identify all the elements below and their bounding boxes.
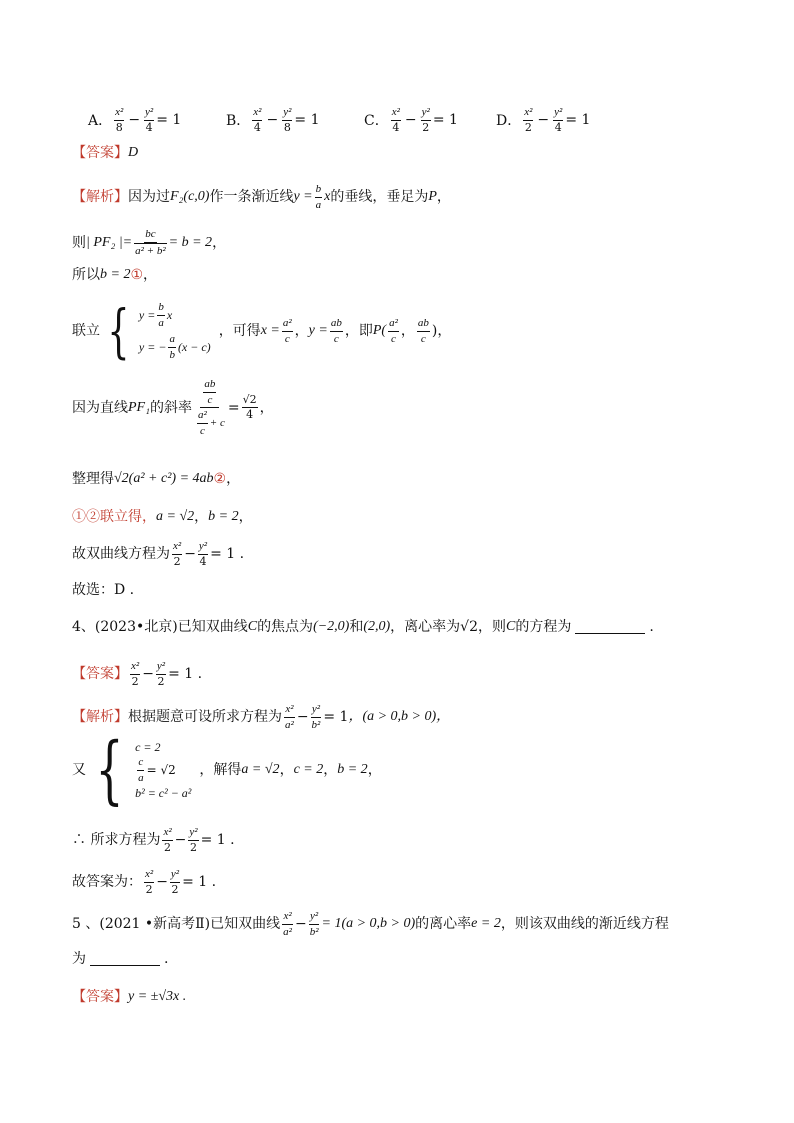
fraction: $\frac{\text{y²}}{4}$ (554, 106, 563, 134)
q3-answer (72, 146, 138, 160)
equation-system: c = 2 $\frac{c}{a}$ = √2 b² = c² − a² (135, 739, 192, 801)
fraction: $\frac{\text{y²}}{2}$ (170, 868, 180, 896)
answer-blank (575, 621, 645, 634)
fraction: $\frac{\text{a²}}{c}$ (282, 317, 292, 345)
fraction: $\frac{\text{y²}}{4}$ (198, 540, 208, 568)
fraction: $\frac{\text{x²}}{2}$ (173, 540, 182, 568)
fraction: $\frac{\text{x²}}{2}$ (524, 106, 533, 134)
option-label: B． (226, 113, 251, 130)
fraction: $\frac{\text{x²}}{2}$ (163, 826, 172, 854)
option-label: D． (496, 113, 522, 130)
compound-fraction: $\frac{ab}{c}$ $\frac{\text{a²}}{c}$ + c (197, 378, 225, 437)
q3-analysis-line-2: 则 | PF₂ |= $\frac{bc}{\text{a² + b²}}$ = b = 2 ， (72, 228, 227, 257)
fraction: $\frac{\text{y²}}{\text{b²}}$ (311, 703, 321, 731)
fraction: $\frac{\text{x²}}{2}$ (131, 660, 140, 688)
fraction: $\frac{\text{x²}}{4}$ (391, 106, 400, 134)
q4-answer: 【答案】 $\frac{\text{x²}}{2}$ − $\frac{\text{y²}}{2}$ = 1 . (72, 660, 203, 688)
q3-analysis-line-6: 整理得 √2(a² + c²) = 4ab ② ， (72, 471, 241, 487)
fraction: $\frac{bc}{\text{a² + b²}}$ (135, 228, 166, 257)
fraction: $\frac{ab}{c}$ (417, 317, 429, 345)
q3-analysis-line-8: 故双曲线方程为 $\frac{\text{x²}}{2}$ − $\frac{\text{y²}}{4}$ = 1 . (72, 540, 245, 568)
option-b: B． $\frac{\text{x²}}{4}$ − $\frac{\text{y²}}{8}$ = 1 (226, 106, 320, 134)
equation-system: y = $\frac{b}{a}$ x y = − $\frac{a}{b}$ (x − c) (138, 301, 211, 361)
q3-choice-line: 故选：D . (72, 582, 135, 598)
fraction: $\frac{\text{y²}}{\text{b²}}$ (309, 910, 319, 938)
fraction: $\frac{\text{y²}}{4}$ (145, 106, 154, 134)
fraction: $\frac{\text{y²}}{2}$ (156, 660, 166, 688)
q3-analysis-line-1: 【解析】 因为过 F₂(c,0) 作一条渐近线 y = $\frac{b}{a}$ x 的垂线，垂足为 P ， (72, 183, 451, 211)
analysis-tag: 【解析】 (72, 189, 128, 206)
fraction: $\frac{\text{x²}}{4}$ (253, 106, 262, 134)
option-c: C． $\frac{\text{x²}}{4}$ − $\frac{\text{y²}}{2}$ = 1 (364, 106, 458, 134)
fraction: $\frac{\text{y²}}{2}$ (421, 106, 430, 134)
q4-analysis-line-1: 【解析】 根据题意可设所求方程为 $\frac{\text{x²}}{\text{a²}}$ − $\frac{\text{y²}}{\text{b²}}$ = 1 ，(a > 0,b > 0)， (72, 703, 451, 731)
option-label: A． (88, 113, 113, 130)
answer-value: D (128, 145, 139, 160)
fraction: $\frac{√2}{4}$ (242, 392, 257, 422)
q4-analysis-line-2: 又 { c = 2 $\frac{c}{a}$ = √2 b² = c² − a² ，解得 a = √2 ， c = 2 ， b = 2 ， (72, 727, 382, 813)
option-d: D． $\frac{\text{x²}}{2}$ − $\frac{\text{y²}}{4}$ = 1 (496, 106, 591, 134)
q3-analysis-line-7: ①②联立得， a = √2 ， b = 2 ， (72, 509, 253, 525)
fraction: $\frac{\text{y²}}{8}$ (283, 106, 292, 134)
answer-tag: 【答案】 (72, 989, 128, 1005)
q5-answer (72, 990, 186, 1004)
q3-analysis-line-4: 联立 { y = $\frac{b}{a}$ x y = − $\frac{a}{b}$ (x − c) ，可得 x = $\frac{\text{a²}}{c}$ ， y = $\frac{ab}{c}$ ，即 P( $\frac{\text{a²}}{c}$ ， $\frac{ab}{c}$ )， (72, 297, 452, 366)
answer-tag: 【答案】 (72, 666, 128, 683)
fraction: $\frac{\text{y²}}{2}$ (189, 826, 198, 854)
fraction: $\frac{\text{x²}}{\text{a²}}$ (283, 910, 292, 938)
q4-final-answer: 故答案为： $\frac{\text{x²}}{2}$ − $\frac{\text{y²}}{2}$ = 1 . (72, 868, 217, 896)
q3-analysis-line-3: 所以 b = 2 ① ， (72, 267, 158, 283)
q5-stem: 5 、(2021 •新高考Ⅱ)已知双曲线 $\frac{\text{x²}}{\text{a²}}$ − $\frac{\text{y²}}{\text{b²}}$ = 1(a > 0,b > 0) 的离心率 e = 2 ，则该双曲线的渐近线方程 (72, 910, 669, 938)
fraction: $\frac{\text{x²}}{8}$ (115, 106, 124, 134)
answer-blank (90, 953, 160, 966)
fraction: $\frac{b}{a}$ (315, 183, 322, 211)
q3-analysis-line-5: 因为直线 PF₁ 的斜率 $\frac{ab}{c}$ $\frac{\text{a²}}{c}$ + c = $\frac{√2}{4}$ ， (72, 378, 274, 437)
fraction: $\frac{\text{a²}}{c}$ (389, 317, 398, 345)
q5-stem-line-2: 为 . (72, 951, 169, 967)
option-a: A． $\frac{\text{x²}}{8}$ − $\frac{\text{y²}}{4}$ = 1 (88, 106, 182, 134)
answer-tag: 【答案】 (72, 145, 128, 161)
option-label: C． (364, 113, 389, 130)
fraction: $\frac{ab}{c}$ (330, 317, 342, 345)
q4-analysis-line-3: ∴ 所求方程为 $\frac{\text{x²}}{2}$ − $\frac{\text{y²}}{2}$ = 1 . (72, 826, 235, 854)
answer-value: y = ±√3x . (128, 989, 187, 1004)
fraction: $\frac{\text{x²}}{2}$ (145, 868, 154, 896)
q4-stem: 4、(2023•北京)已知双曲线 C 的焦点为 (−2,0) 和 (2,0) ，离心率为 √2 ，则 C 的方程为 . (72, 619, 654, 635)
analysis-tag: 【解析】 (72, 709, 128, 726)
fraction: $\frac{\text{x²}}{\text{a²}}$ (285, 703, 294, 731)
